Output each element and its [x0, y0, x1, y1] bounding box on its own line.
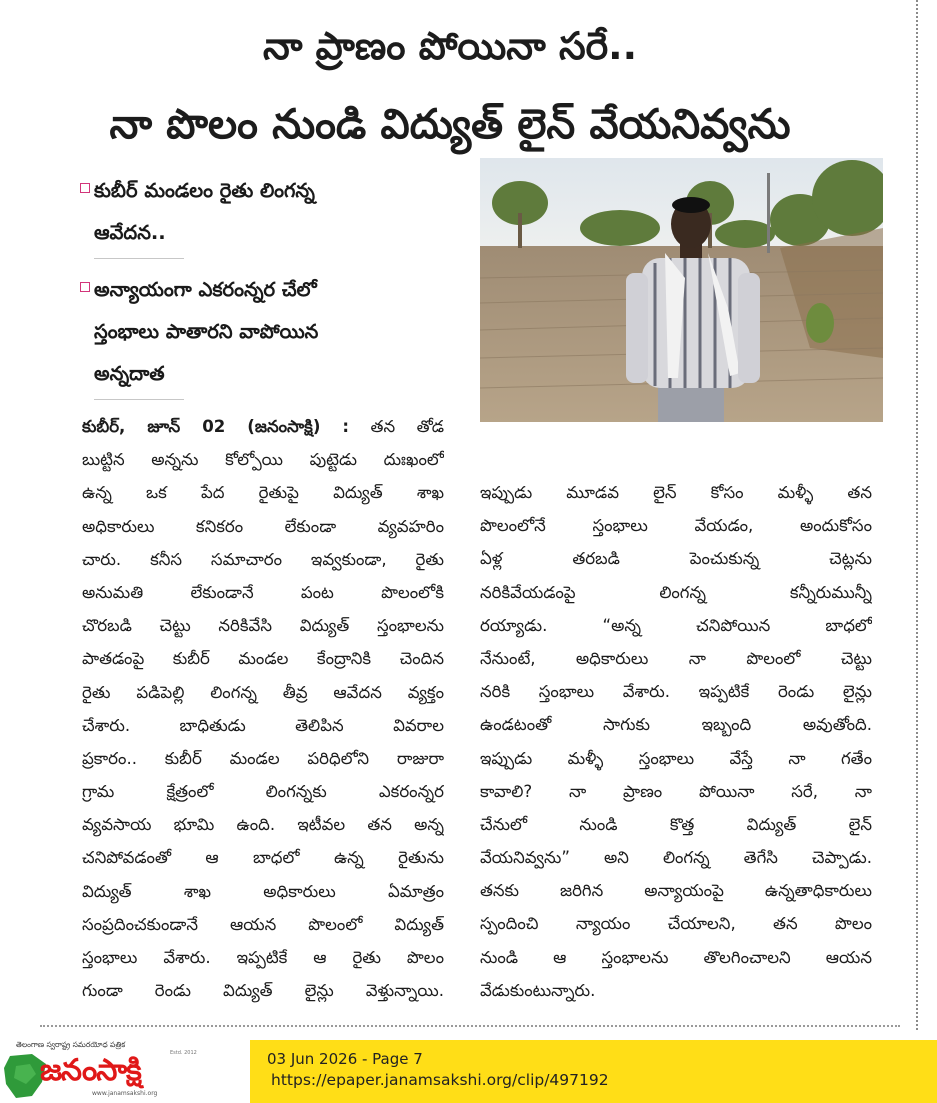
article-line: ఇప్పుడు మూడవ లైన్ కోసం మళ్ళీ తన — [480, 483, 872, 502]
clip-info-banner — [250, 1040, 937, 1103]
bullet-line: అన్యాయంగా ఎకరంన్నర చేలో — [94, 278, 317, 301]
article-line: అధికారులు కనికరం లేకుండా వ్యవహరిం — [82, 516, 444, 536]
article-line — [82, 410, 444, 443]
article-line: సంప్రదించకుండానే ఆయన పొలంలో విద్యుత్ — [82, 914, 444, 934]
article-text: తన తోడ — [370, 417, 444, 436]
footer-divider — [40, 1025, 900, 1027]
bullet-item — [80, 269, 440, 400]
article-line: స్పందించి న్యాయం చేయాలని, తన పొలం — [480, 914, 872, 934]
article-line: నుండి ఆ స్తంభాలను తొలగించాలని ఆయన — [480, 947, 872, 967]
article-dateline: కుబీర్, జూన్ 02 (జనంసాక్షి) : — [82, 417, 350, 436]
article-line: తనకు జరిగిన అన్యాయంపై ఉన్నతాధికారులు — [480, 881, 872, 901]
article-line: పొలంలోనే స్తంభాలు వేయడం, అందుకోసం — [480, 516, 872, 536]
bullet-square-icon — [80, 282, 90, 292]
article-line: చేశారు. బాధితుడు తెలిపిన వివరాల — [82, 715, 444, 735]
bullet-divider — [94, 258, 184, 259]
bullet-text — [94, 269, 440, 395]
article-line: నరికివేయడంపై లింగన్న కన్నీరుమున్నీ — [480, 582, 872, 602]
article-line: విద్యుత్ శాఖ అధికారులు ఏమాత్రం — [82, 881, 444, 901]
article-line: నేనుంటే, అధికారులు నా పొలంలో చెట్టు — [480, 648, 872, 668]
highlight-bullets — [80, 170, 440, 410]
bullet-line: ఆవేదన.. — [94, 221, 166, 244]
logo-url: www.janamsakshi.org — [92, 1090, 158, 1097]
article-line: ఇప్పుడు మళ్ళీ స్తంభాలు వేస్తే నా గతేం — [480, 748, 872, 768]
article-line: వేయనివ్వను” అని లింగన్న తెగేసి చెప్పాడు. — [480, 848, 872, 868]
article-line: ఉండటంతో సాగుకు ఇబ్బంది అవుతోంది. — [480, 715, 872, 735]
article-line: కావాలి? నా ప్రాణం పోయినా సరే, నా — [480, 781, 872, 801]
article-line: అనుమతి లేకుండానే పంట పొలంలోకి — [82, 582, 444, 602]
article-line: రయ్యాడు. “అన్న చనిపోయిన బాధలో — [480, 615, 872, 635]
logo-tagline: తెలంగాణ స్వరాష్ట్ర సమరయోధ పత్రిక — [16, 1040, 126, 1049]
article-line: చారు. కనీస సమాచారం ఇవ్వకుండా, రైతు — [82, 549, 444, 569]
article-line: ప్రకారం.. కుబీర్ మండల పరిధిలోని రాజురా — [82, 748, 444, 768]
article-line: ఏళ్ల తరబడి పెంచుకున్న చెట్లను — [480, 549, 872, 569]
farmer-in-field-photo — [480, 158, 883, 422]
logo-wordmark: జనంసాక్షి — [40, 1053, 141, 1088]
article-line: చొరబడి చెట్టు నరికివేసి విద్యుత్ స్తంభాలను — [82, 616, 444, 636]
article-line: చనిపోవడంతో ఆ బాధలో ఉన్న రైతును — [82, 848, 444, 868]
logo-established: Estd. 2012 — [170, 1050, 197, 1056]
bullet-line: అన్నదాత — [94, 362, 165, 385]
article-line: నరికి స్తంభాలు వేశారు. ఇప్పటికే రెండు లైన్లు — [480, 682, 872, 702]
article-line: గుండా రెండు విద్యుత్ లైన్లు వెళ్తున్నాయి. — [82, 981, 444, 1001]
article-line: వేడుకుంటున్నారు. — [480, 980, 596, 1000]
article-line: రైతు పడిపెల్లి లింగన్న తీవ్ర ఆవేదన వ్యక్తం — [82, 682, 444, 702]
date-page-label: 03 Jun 2026 - Page 7 — [267, 1050, 423, 1068]
bullet-text — [94, 170, 440, 254]
article-line: స్తంభాలు వేశారు. ఇప్పటికే ఆ రైతు పొలం — [82, 948, 444, 967]
bullet-line: కుబీర్ మండలం రైతు లింగన్న — [94, 179, 315, 202]
bullet-line: స్తంభాలు పాతారని వాపోయిన — [94, 320, 319, 343]
headline-line-1: నా ప్రాణం పోయినా సరే.. — [262, 24, 638, 68]
article-line: బుట్టిన అన్నను కోల్పోయి పుట్టెడు దుఃఖంలో — [82, 450, 444, 470]
column-divider — [916, 0, 918, 1030]
headline-line-2: నా పొలం నుండి విద్యుత్ లైన్ వేయనివ్వను — [109, 100, 791, 148]
article-line: పాతడంపై కుబీర్ మండల కేంద్రానికి చెందిన — [82, 649, 444, 669]
clip-url-link[interactable]: https://epaper.janamsakshi.org/clip/497192 — [271, 1071, 609, 1089]
bullet-item — [80, 170, 440, 259]
footer — [0, 1040, 937, 1103]
article-line: ఉన్న ఒక పేద రైతుపై విద్యుత్ శాఖ — [82, 483, 444, 503]
publisher-logo[interactable] — [0, 1040, 250, 1103]
bullet-divider — [94, 399, 184, 400]
article-column-left — [82, 410, 444, 1007]
bullet-square-icon — [80, 183, 90, 193]
article-line: చేనులో నుండి కొత్త విద్యుత్ లైన్ — [480, 814, 872, 834]
article-column-right — [480, 476, 872, 1007]
article-line: గ్రామ క్షేత్రంలో లింగన్నకు ఎకరంన్నర — [82, 782, 444, 802]
article-line: వ్యవసాయ భూమి ఉంది. ఇటీవల తన అన్న — [82, 815, 444, 835]
